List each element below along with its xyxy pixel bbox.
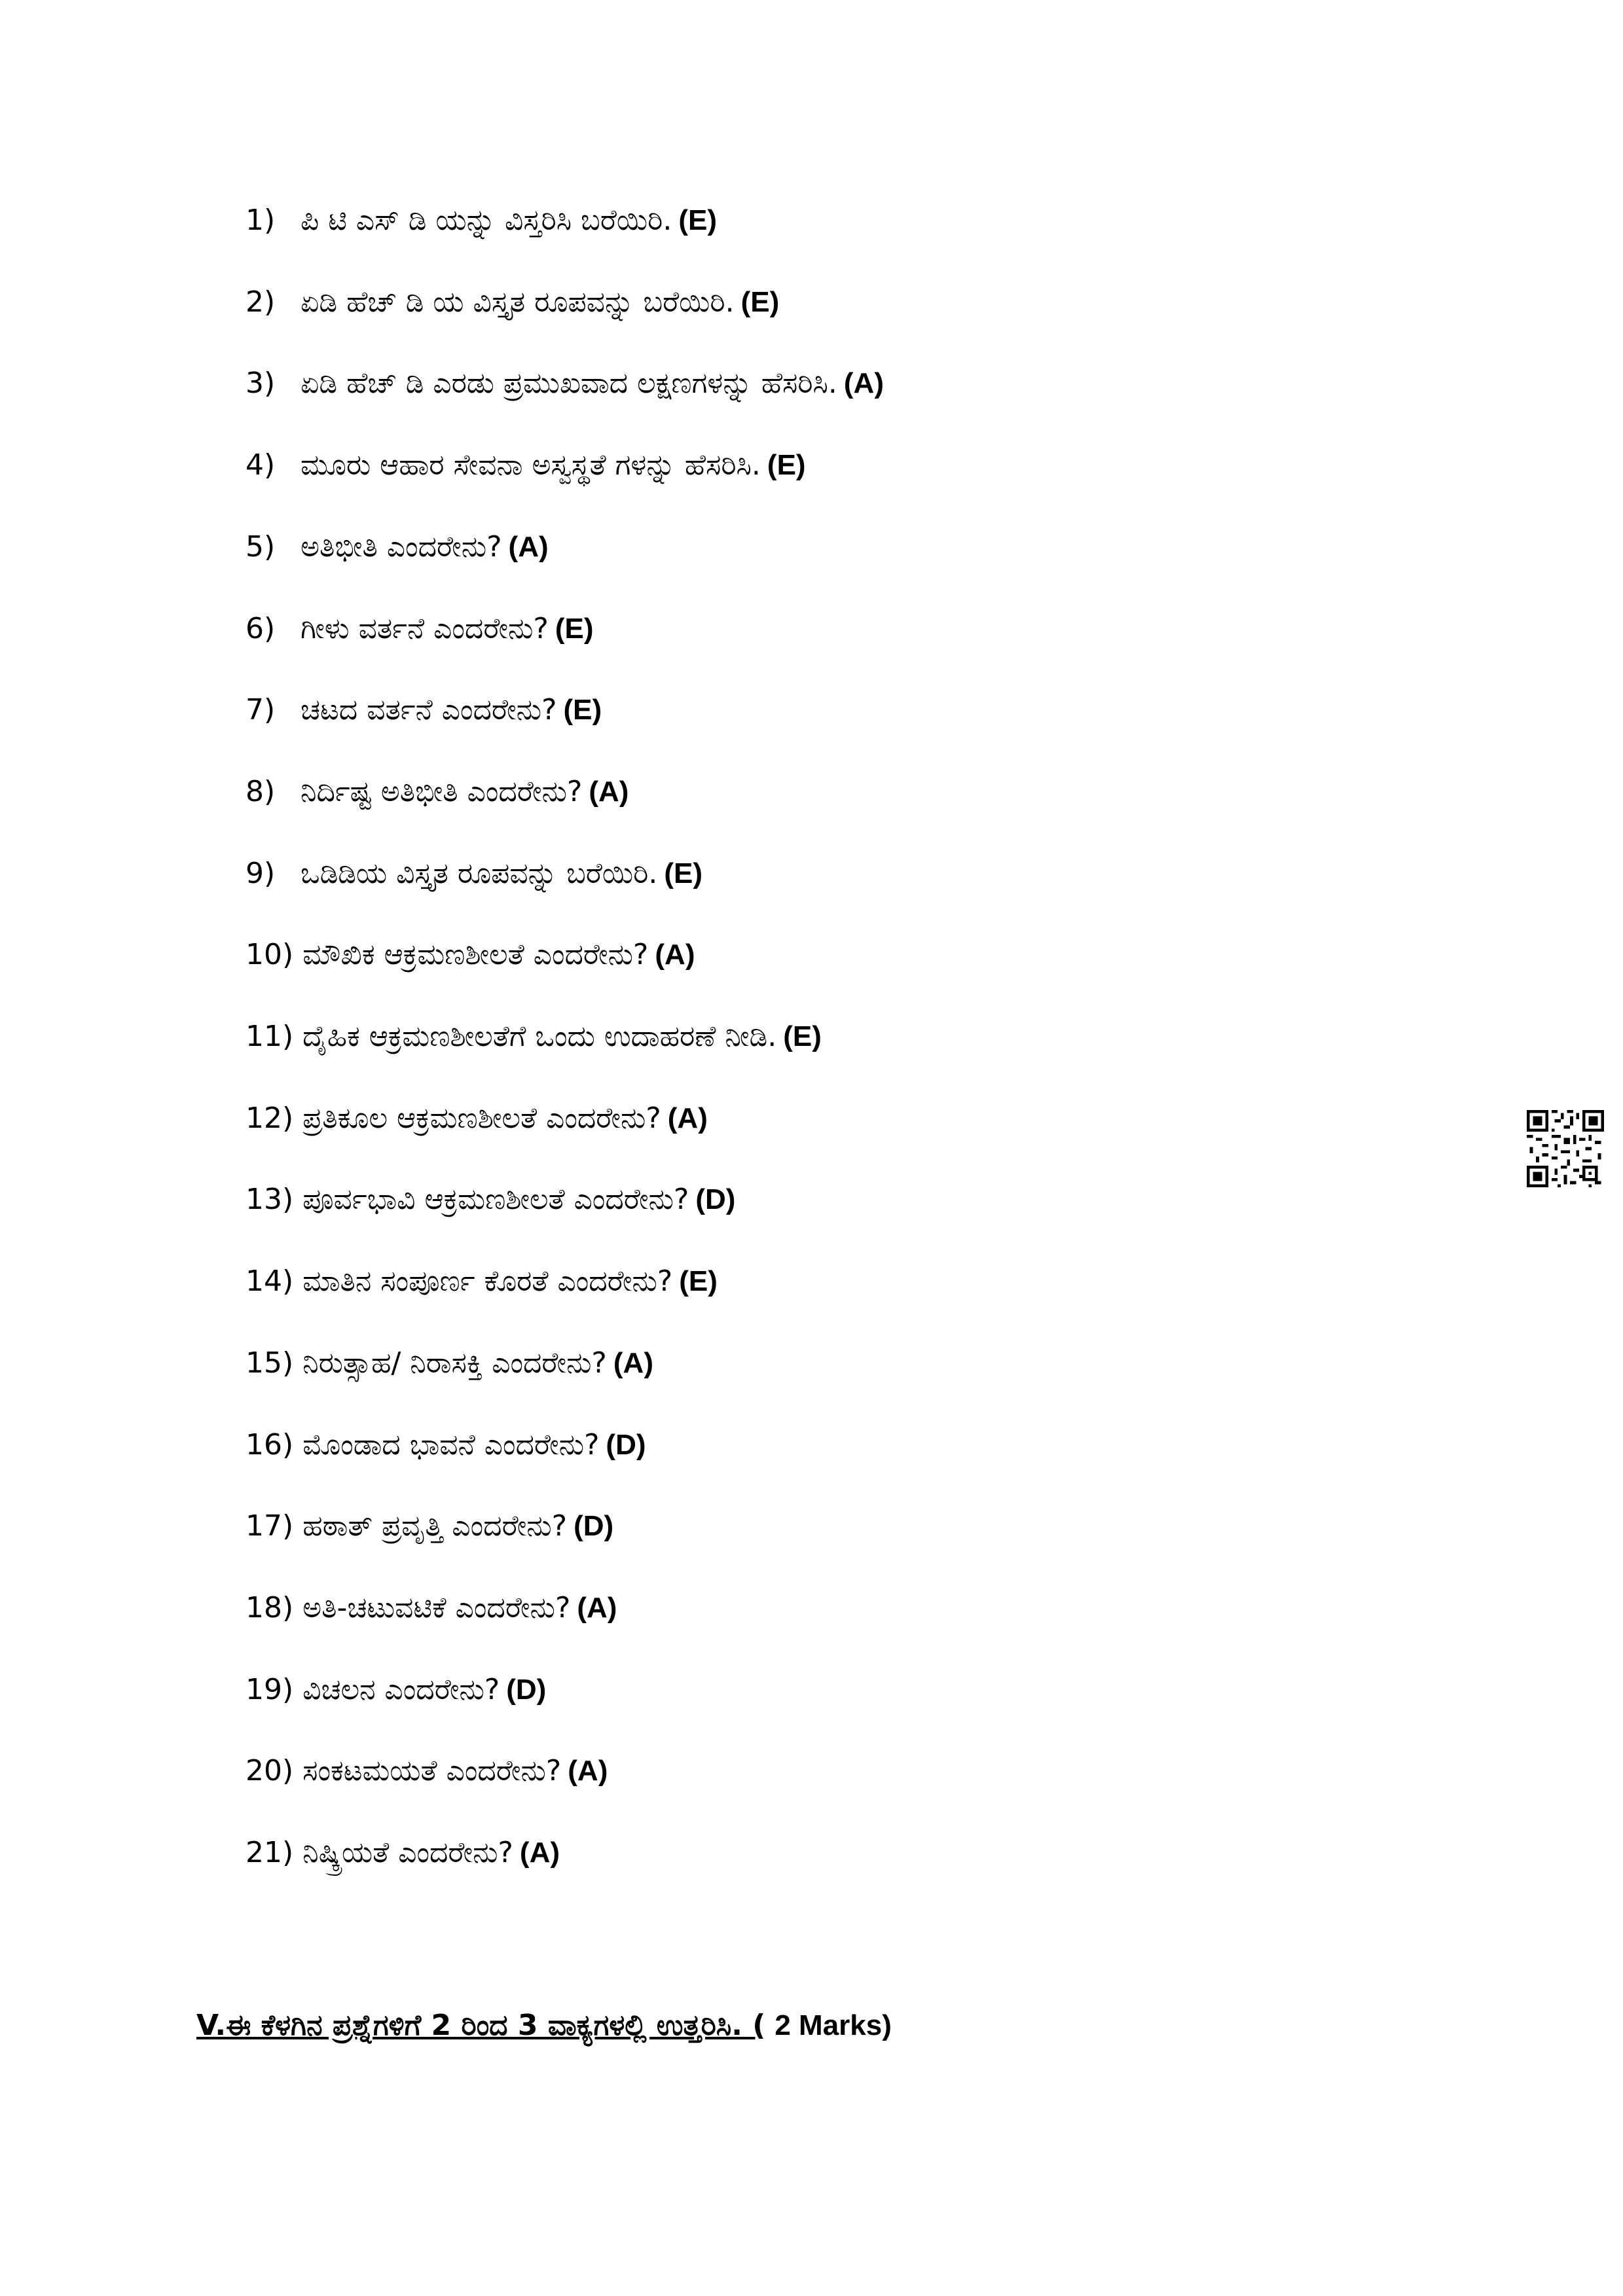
difficulty-tag: (D) xyxy=(695,1183,736,1215)
question-number: 1) xyxy=(246,204,276,237)
question-number: 16) xyxy=(246,1428,294,1462)
question-text: ನಿರುತ್ಸಾಹ/ ನಿರಾಸಕ್ತಿ ಎಂದರೇನು? xyxy=(302,1346,607,1380)
question-item xyxy=(246,442,1489,488)
question-number: 20) xyxy=(246,1754,294,1787)
difficulty-tag: (A) xyxy=(589,776,629,808)
question-number: 9) xyxy=(246,857,276,890)
difficulty-tag: (E) xyxy=(678,204,717,236)
question-number: 14) xyxy=(246,1265,294,1298)
question-text: ಒಡಿಡಿಯ ವಿಸ್ತೃತ ರೂಪವನ್ನು ಬರೆಯಿರಿ. xyxy=(301,857,658,890)
question-item xyxy=(246,361,1489,406)
qr-code-icon xyxy=(1527,1110,1604,1187)
question-number: 6) xyxy=(246,612,276,645)
question-number: 11) xyxy=(246,1020,294,1053)
question-text: ಮಾತಿನ ಸಂಪೂರ್ಣ ಕೊರತೆ ಎಂದರೇನು? xyxy=(302,1265,673,1298)
question-item xyxy=(246,687,1489,733)
difficulty-tag: (A) xyxy=(568,1755,608,1787)
question-number: 18) xyxy=(246,1591,294,1624)
question-item xyxy=(246,1177,1489,1223)
difficulty-tag: (E) xyxy=(563,694,602,726)
question-item xyxy=(246,932,1489,978)
question-number: 15) xyxy=(246,1346,294,1380)
question-text: ಮೂರು ಆಹಾರ ಸೇವನಾ ಅಸ್ವಸ್ಥತೆ ಗಳನ್ನು ಹೆಸರಿಸಿ. xyxy=(301,448,761,482)
question-number: 2) xyxy=(246,285,276,319)
question-text: ವಿಚಲನ ಎಂದರೇನು? xyxy=(302,1673,500,1706)
question-number: 12) xyxy=(246,1102,294,1135)
question-text: ಚಟದ ವರ್ತನೆ ಎಂದರೇನು? xyxy=(301,693,557,726)
question-number: 21) xyxy=(246,1836,294,1869)
difficulty-tag: (D) xyxy=(606,1429,646,1461)
question-item xyxy=(246,279,1489,325)
question-text: ದೈಹಿಕ ಆಕ್ರಮಣಶೀಲತೆಗೆ ಒಂದು ಉದಾಹರಣೆ ನೀಡಿ. xyxy=(302,1020,777,1053)
section-heading xyxy=(196,2003,892,2049)
question-text: ಮೊಂಡಾದ ಭಾವನೆ ಎಂದರೇನು? xyxy=(302,1428,600,1462)
difficulty-tag: (E) xyxy=(740,286,780,318)
difficulty-tag: (A) xyxy=(577,1592,617,1624)
difficulty-tag: (E) xyxy=(679,1265,718,1297)
question-item xyxy=(246,524,1489,570)
question-text: ಅತಿ-ಚಟುವಟಿಕೆ ಎಂದರೇನು? xyxy=(302,1591,571,1624)
question-item xyxy=(246,769,1489,815)
question-text: ಹಠಾತ್ ಪ್ರವೃತ್ತಿ ಎಂದರೇನು? xyxy=(302,1509,568,1543)
question-number: 8) xyxy=(246,775,276,808)
difficulty-tag: (E) xyxy=(664,857,702,889)
question-item xyxy=(246,1340,1489,1386)
question-item xyxy=(246,1503,1489,1549)
question-item xyxy=(246,1585,1489,1631)
difficulty-tag: (D) xyxy=(506,1674,547,1706)
question-text: ಸಂಕಟಮಯತೆ ಎಂದರೇನು? xyxy=(302,1754,562,1787)
question-number: 7) xyxy=(246,693,276,726)
question-item xyxy=(246,606,1489,652)
question-item xyxy=(246,1096,1489,1141)
section-title: V.ಈ ಕೆಳಗಿನ ಪ್ರಶ್ನೆಗಳಿಗೆ 2 ರಿಂದ 3 ವಾಕ್ಯಗಳಲ್ಲಿ ಉತ್ತರಿಸಿ. ( xyxy=(196,2009,766,2042)
difficulty-tag: (A) xyxy=(843,367,884,399)
difficulty-tag: (A) xyxy=(667,1102,708,1134)
difficulty-tag: (A) xyxy=(508,531,549,563)
question-number: 13) xyxy=(246,1183,294,1216)
question-number: 19) xyxy=(246,1673,294,1706)
difficulty-tag: (E) xyxy=(783,1020,822,1052)
question-text: ನಿರ್ದಿಷ್ಟ ಅತಿಭೀತಿ ಎಂದರೇನು? xyxy=(301,775,583,808)
question-item xyxy=(246,1667,1489,1713)
difficulty-tag: (A) xyxy=(519,1837,560,1869)
question-item xyxy=(246,851,1489,897)
question-number: 10) xyxy=(246,938,294,971)
question-number: 3) xyxy=(246,367,276,400)
question-text: ಅತಿಭೀತಿ ಎಂದರೇನು? xyxy=(301,530,502,564)
difficulty-tag: (A) xyxy=(613,1347,653,1379)
question-text: ಏಡಿ ಹೆಚ್ ಡಿ ಎರಡು ಪ್ರಮುಖವಾದ ಲಕ್ಷಣಗಳನ್ನು ಹೆಸರಿಸಿ. xyxy=(301,367,837,400)
question-number: 17) xyxy=(246,1509,294,1543)
question-item xyxy=(246,1748,1489,1794)
question-text: ಗೀಳು ವರ್ತನೆ ಎಂದರೇನು? xyxy=(301,612,549,645)
difficulty-tag: (E) xyxy=(767,449,806,481)
section-marks: 2 Marks) xyxy=(775,2009,892,2041)
difficulty-tag: (D) xyxy=(574,1510,614,1542)
question-number: 5) xyxy=(246,530,276,564)
question-item xyxy=(246,1259,1489,1304)
question-text: ನಿಷ್ಕ್ರಿಯತೆ ಎಂದರೇನು? xyxy=(302,1836,513,1869)
question-number: 4) xyxy=(246,448,276,482)
question-item xyxy=(246,198,1489,243)
question-text: ಪ್ರತಿಕೂಲ ಆಕ್ರಮಣಶೀಲತೆ ಎಂದರೇನು? xyxy=(302,1102,661,1135)
question-text: ಪೂರ್ವಭಾವಿ ಆಕ್ರಮಣಶೀಲತೆ ಎಂದರೇನು? xyxy=(302,1183,689,1216)
difficulty-tag: (E) xyxy=(555,613,594,645)
question-item xyxy=(246,1014,1489,1060)
question-text: ಏಡಿ ಹೆಚ್ ಡಿ ಯ ವಿಸ್ತೃತ ರೂಪವನ್ನು ಬರೆಯಿರಿ. xyxy=(301,285,735,319)
question-text: ಪಿ ಟಿ ಎಸ್ ಡಿ ಯನ್ನು ವಿಸ್ತರಿಸಿ ಬರೆಯಿರಿ. xyxy=(301,204,672,237)
question-item xyxy=(246,1422,1489,1468)
question-item xyxy=(246,1830,1489,1876)
difficulty-tag: (A) xyxy=(655,939,695,971)
question-text: ಮೌಖಿಕ ಆಕ್ರಮಣಶೀಲತೆ ಎಂದರೇನು? xyxy=(302,938,649,971)
